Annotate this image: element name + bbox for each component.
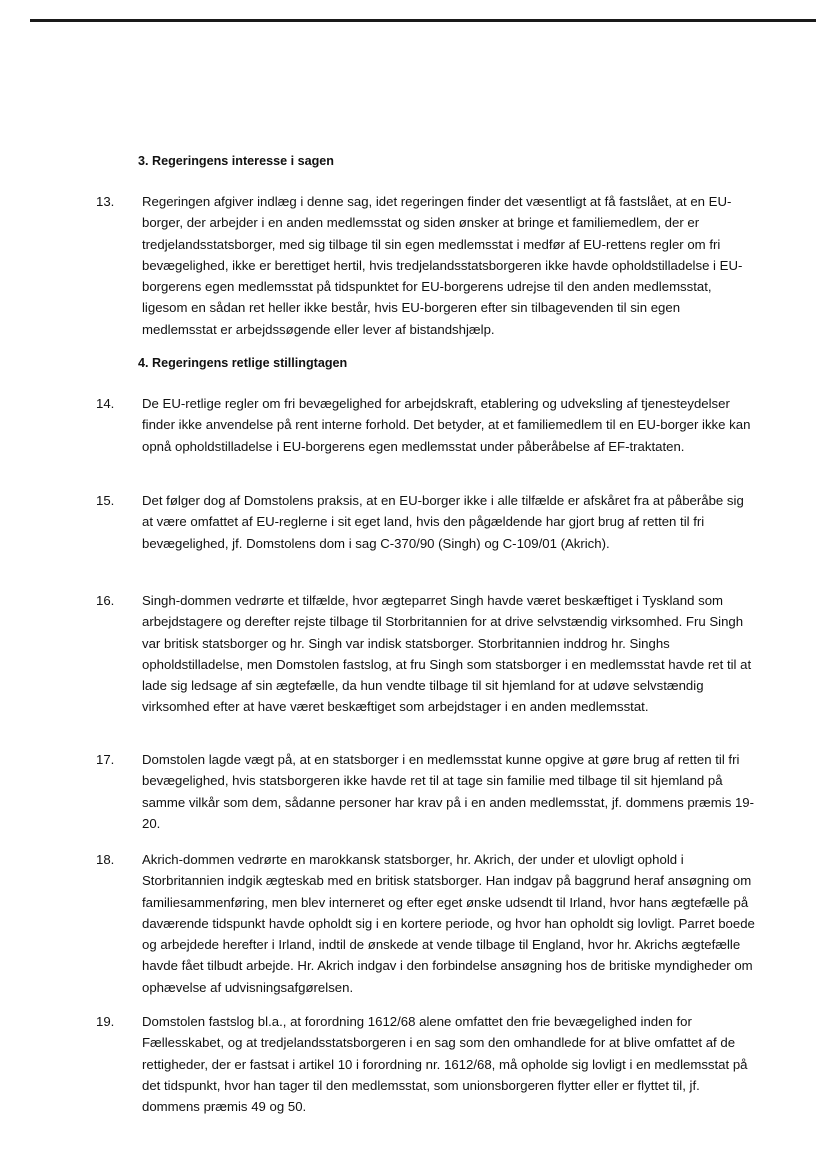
paragraph-number: 14. [96, 396, 115, 411]
top-rule [30, 19, 816, 22]
paragraph-text: Domstolen lagde vægt på, at en statsborger i en medlemsstat kunne opgive at gøre brug af retten til fri bevægelighed, hvis statsborgeren ikke havde ret til at tage sin familie med tilbage til sit hjemland på samme vilkår som dem, sådanne personer har krav på i en anden medlemsstat, jf. dommens præmis 19-20. [142, 752, 755, 831]
paragraph-number: 18. [96, 852, 115, 867]
paragraph-number: 13. [96, 194, 115, 209]
paragraph-text: Regeringen afgiver indlæg i denne sag, idet regeringen finder det væsentligt at få fastslået, at en EU-borger, der arbejder i en anden medlemsstat og siden ønsker at bringe et familiemedlem, der er tredjelandsstatsborger, med sig tilbage til sin egen medlemsstat i medfør af EU-rettens regler om fri bevægelighed, ikke er berettiget hertil, hvis tredjelandsstatsborgeren ikke havde opholdstilladelse i EU-borgerens egen medlemsstat på tidspunktet for EU-borgerens udrejse til den anden medlemsstat, ligesom en sådan ret heller ikke består, hvis EU-borgeren efter sin tilbagevenden til sin egen medlemsstat er arbejdssøgende eller lever af bistandshjælp. [142, 194, 743, 337]
paragraph-number: 16. [96, 593, 115, 608]
section-heading-4: 4. Regeringens retlige stillingtagen [138, 356, 348, 370]
paragraph-text: De EU-retlige regler om fri bevægelighed for arbejdskraft, etablering og udveksling af tjenesteydelser finder ikke anvendelse på rent interne forhold. Det betyder, at et familiemedlem til en EU-borger ikke kan opnå opholdstilladelse i EU-borgerens egen medlemsstat under påberåbelse af EF-traktaten. [142, 396, 751, 454]
paragraph-number: 17. [96, 752, 115, 767]
paragraph-number: 19. [96, 1014, 115, 1029]
paragraph-text: Singh-dommen vedrørte et tilfælde, hvor ægteparret Singh havde været beskæftiget i Tyskland som arbejdstagere og derefter rejste tilbage til Storbritannien for at drive selvstændig virksomhed. Fru Singh var britisk statsborger og hr. Singh var indisk statsborger. Storbritannien inddrog hr. Singhs opholdstilladelse, men Domstolen fastslog, at fru Singh som statsborger i en medlemsstat havde ret til at lade sig ledsage af sin ægtefælle, da hun vendte tilbage til sit hjemland for at udøve selvstændig virksomhed efter at have været beskæftiget som arbejdstager i en anden medlemsstat. [142, 593, 752, 715]
paragraph-text: Det følger dog af Domstolens praksis, at en EU-borger ikke i alle tilfælde er afskåret fra at påberåbe sig at være omfattet af EU-reglerne i sit eget land, hvis den pågældende har gjort brug af retten til fri bevægelighed, jf. Domstolens dom i sag C-370/90 (Singh) og C-109/01 (Akrich). [142, 493, 744, 551]
paragraph-text: Domstolen fastslog bl.a., at forordning 1612/68 alene omfattet den frie bevægelighed inden for Fællesskabet, og at tredjelandsstatsborgeren i en sag som den omhandlede for at blive omfattet af de rettigheder, der er fastsat i artikel 10 i forordning nr. 1612/68, må opholde sig lovligt i en medlemsstat på det tidspunkt, hvor han tager til den medlemsstat, som unionsborgeren flytter eller er flyttet til, jf. dommens præmis 49 og 50. [142, 1014, 748, 1115]
section-heading-3: 3. Regeringens interesse i sagen [138, 154, 334, 168]
paragraph-number: 15. [96, 493, 115, 508]
paragraph-text: Akrich-dommen vedrørte en marokkansk statsborger, hr. Akrich, der under et ulovligt ophold i Storbritannien indgik ægteskab med en britisk statsborger. Han indgav på baggrund heraf ansøgning om familiesammenføring, men blev interneret og efter eget ønske udsendt til Irland, hvor hans ægtefælle på daværende tidspunkt havde opholdt sig i en kortere periode, og hvor han opholdt sig lovligt. Parret boede og arbejdede herefter i Irland, indtil de ønskede at vende tilbage til England, hvor hr. Akrichs ægtefælle havde fået tilbudt arbejde. Hr. Akrich indgav i den forbindelse ansøgning hos de britiske myndigheder om ophævelse af udvisningsafgørelsen. [142, 852, 755, 995]
